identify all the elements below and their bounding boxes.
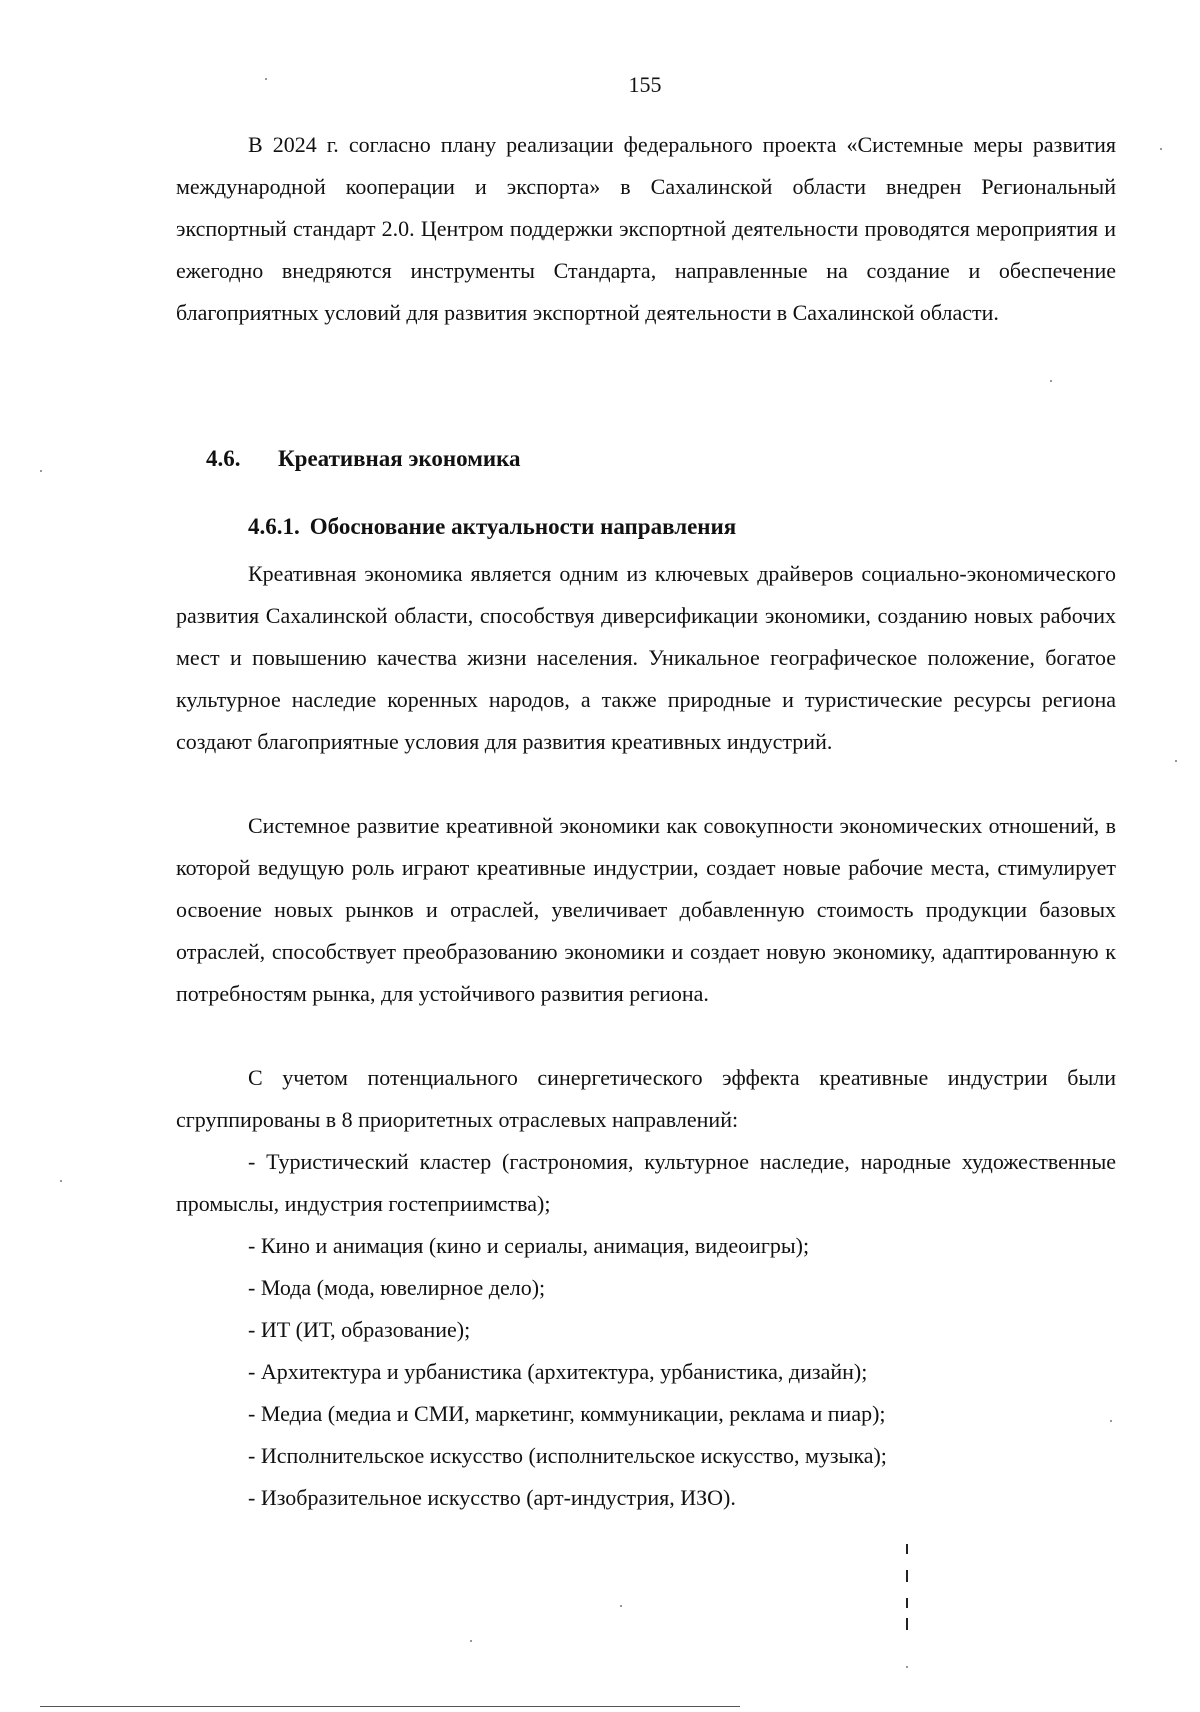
scan-mark bbox=[906, 1598, 908, 1608]
subsection-number: 4.6.1. bbox=[248, 514, 300, 539]
scan-speck bbox=[1110, 1420, 1112, 1422]
scan-speck bbox=[265, 78, 267, 80]
scan-speck bbox=[906, 1666, 908, 1668]
scan-speck bbox=[1050, 380, 1052, 382]
scan-speck bbox=[470, 1640, 472, 1642]
section-heading bbox=[206, 446, 521, 472]
list-item: - Архитектура и урбанистика (архитектура, урбанистика, дизайн); bbox=[248, 1359, 868, 1384]
scan-mark bbox=[906, 1618, 908, 1630]
paragraph-1: Креативная экономика является одним из ключевых драйверов социально-экономического развития Сахалинской области, способствуя диверсификации экономики, созданию новых рабочих мест и повышению качества жизни населения. Уникальное географическое положение, богатое культурное наследие коренных народов, а также природные и туристические ресурсы региона создают благоприятные условия для развития креативных индустрий. bbox=[176, 561, 1116, 754]
scan-speck bbox=[1175, 760, 1177, 762]
paragraph-3: С учетом потенциального синергетического эффекта креативные индустрии были сгруппированы в 8 приоритетных отраслевых направлений: bbox=[176, 1065, 1116, 1132]
list-item: - Медиа (медиа и СМИ, маркетинг, коммуникации, реклама и пиар); bbox=[248, 1401, 886, 1426]
paragraph-2: Системное развитие креативной экономики как совокупности экономических отношений, в которой ведущую роль играют креативные индустрии, создает новые рабочие места, стимулирует освоение новых рынков и отраслей, увеличивает добавленную стоимость продукции базовых отраслей, способствует преобразованию экономики и создает новую экономику, адаптированную к потребностям рынка, для устойчивого развития региона. bbox=[176, 813, 1116, 1006]
scan-speck bbox=[620, 1605, 622, 1607]
list-item: - Мода (мода, ювелирное дело); bbox=[248, 1275, 546, 1300]
subsection-title: Обоснование актуальности направления bbox=[309, 514, 737, 539]
scan-speck bbox=[1160, 148, 1162, 150]
list-item: - Туристический кластер (гастрономия, культурное наследие, народные художественные промыслы, индустрия гостеприимства); bbox=[176, 1149, 1116, 1216]
scan-speck bbox=[40, 470, 42, 472]
subsection-heading bbox=[248, 514, 736, 540]
section-number: 4.6. bbox=[206, 446, 241, 471]
list-item: - ИТ (ИТ, образование); bbox=[248, 1317, 471, 1342]
intro-paragraph: В 2024 г. согласно плану реализации федерального проекта «Системные меры развития международной кооперации и экспорта» в Сахалинской области внедрен Региональный экспортный стандарт 2.0. Центром поддержки экспортной деятельности проводятся мероприятия и ежегодно внедряются инструменты Стандарта, направленные на создание и обеспечение благоприятных условий для развития экспортной деятельности в Сахалинской области. bbox=[176, 132, 1116, 325]
section-title: Креативная экономика bbox=[278, 446, 521, 471]
list-item: - Кино и анимация (кино и сериалы, анимация, видеоигры); bbox=[248, 1233, 810, 1258]
list-item: - Изобразительное искусство (арт-индустрия, ИЗО). bbox=[248, 1485, 736, 1510]
scan-mark bbox=[906, 1544, 908, 1554]
page-number: 155 bbox=[628, 72, 662, 97]
scan-mark bbox=[906, 1570, 908, 1582]
list-item: - Исполнительское искусство (исполнительское искусство, музыка); bbox=[248, 1443, 887, 1468]
bottom-edge-line bbox=[40, 1706, 740, 1707]
scan-speck bbox=[60, 1180, 62, 1182]
